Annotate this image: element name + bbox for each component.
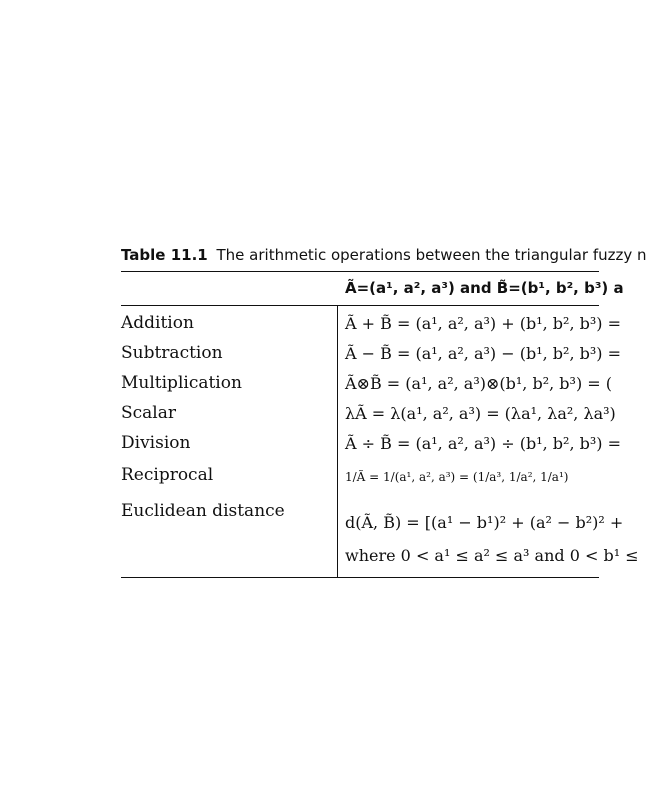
table-top-rule — [121, 271, 599, 272]
table-header-rule — [121, 305, 599, 306]
row-formula-euclidean-distance: d(Ã, B̃) = [(a¹ − b¹)² + (a² − b²)² + — [345, 513, 624, 532]
row-label-division: Division — [121, 433, 191, 453]
row-formula-subtraction: Ã − B̃ = (a¹, a², a³) − (b¹, b², b³) = — [345, 344, 622, 363]
row-label-subtraction: Subtraction — [121, 343, 223, 363]
row-formula-reciprocal: 1/Ã = 1/(a¹, a², a³) = (1/a³, 1/a², 1/a¹) — [345, 470, 569, 484]
row-label-euclidean-distance: Euclidean distance — [121, 501, 285, 521]
table-bottom-rule — [121, 577, 599, 578]
column-divider — [337, 306, 338, 577]
row-formula-multiplication: Ã⊗B̃ = (a¹, a², a³)⊗(b¹, b², b³) = ( — [345, 374, 613, 393]
formula-column-header: Ã=(a¹, a², a³) and B̃=(b¹, b², b³) a — [345, 279, 624, 297]
table-caption-text: The arithmetic operations between the triangular fuzzy n — [216, 246, 647, 264]
row-label-addition: Addition — [121, 313, 194, 333]
row-formula-scalar: λÃ = λ(a¹, a², a³) = (λa¹, λa², λa³) — [345, 404, 616, 423]
table-caption-label: Table 11.1 — [121, 246, 208, 264]
row-formula-division: Ã ÷ B̃ = (a¹, a², a³) ÷ (b¹, b², b³) = — [345, 434, 622, 453]
row-formula-addition: Ã + B̃ = (a¹, a², a³) + (b¹, b², b³) = — [345, 314, 622, 333]
row-label-scalar: Scalar — [121, 403, 177, 423]
table-caption — [121, 246, 647, 264]
row-formula-euclidean-condition: where 0 < a¹ ≤ a² ≤ a³ and 0 < b¹ ≤ — [345, 546, 639, 565]
row-label-multiplication: Multiplication — [121, 373, 242, 393]
row-label-reciprocal: Reciprocal — [121, 465, 214, 485]
